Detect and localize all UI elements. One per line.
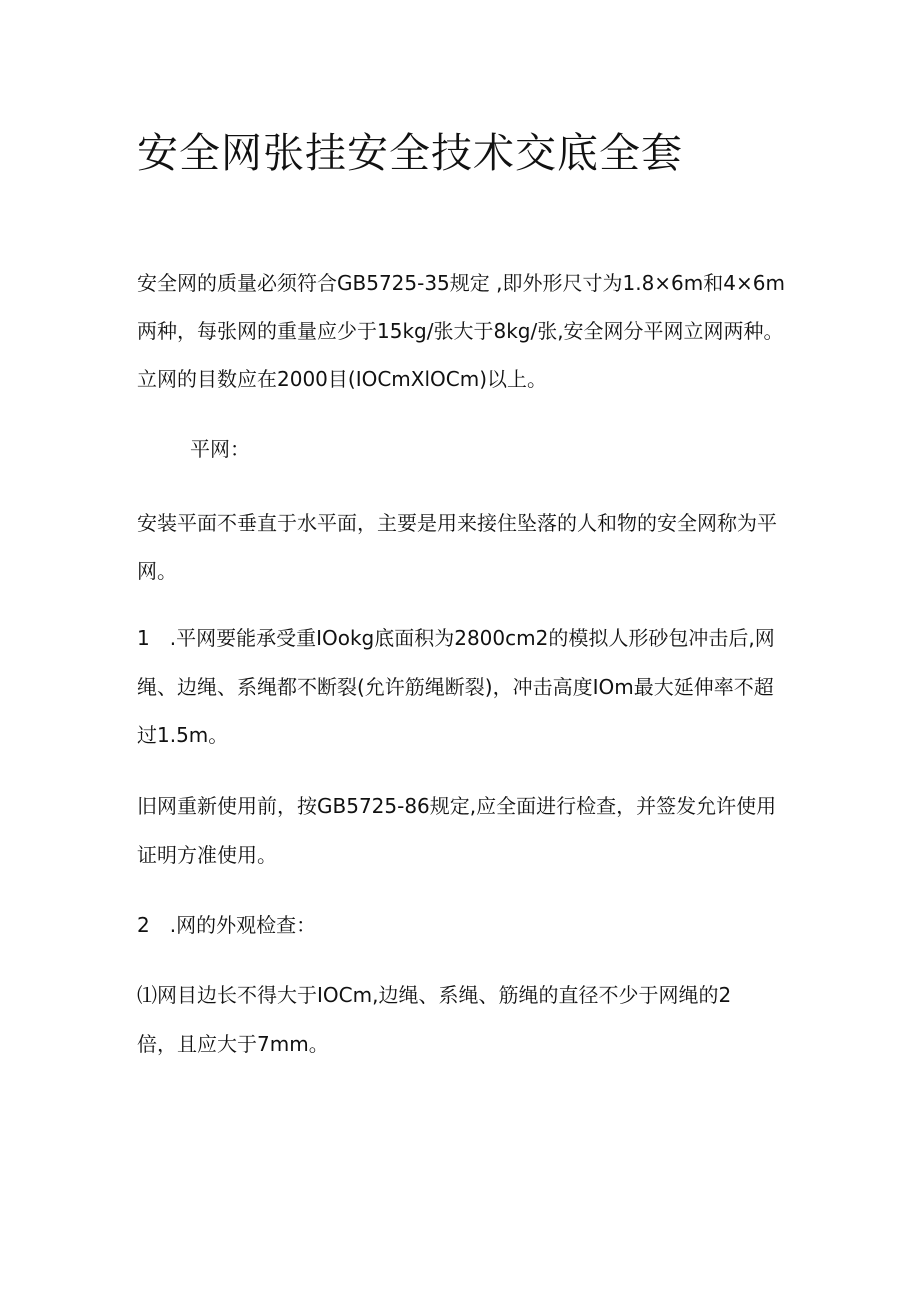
paragraph-reuse-line-2: 证明方准使用。 bbox=[137, 843, 277, 867]
item-2-heading: 2 .网的外观检查： bbox=[137, 913, 317, 937]
item-2-1-line-1: ⑴网目边长不得大于IOCm,边绳、系绳、筋绳的直径不少于网绳的2 bbox=[137, 983, 732, 1007]
paragraph-flat-net-definition-line-2: 网。 bbox=[137, 559, 177, 583]
section-heading-flat-net: 平网： bbox=[190, 437, 250, 461]
item-1-line-2: 绳、边绳、系绳都不断裂(允许筋绳断裂)，冲击高度IOm最大延伸率不超 bbox=[137, 675, 774, 699]
item-2-1-line-2: 倍，且应大于7mm。 bbox=[137, 1032, 329, 1056]
paragraph-quality-line-3: 立网的目数应在2000目(IOCmXlOCm)以上。 bbox=[137, 367, 548, 391]
document-title: 安全网张挂安全技术交底全套 bbox=[137, 129, 683, 177]
paragraph-flat-net-definition-line-1: 安装平面不垂直于水平面，主要是用来接住坠落的人和物的安全网称为平 bbox=[137, 511, 777, 535]
paragraph-reuse-line-1: 旧网重新使用前，按GB5725-86规定,应全面进行检查，并签发允许使用 bbox=[137, 794, 777, 818]
paragraph-quality-line-1: 安全网的质量必须符合GB5725-35规定 ,即外形尺寸为1.8×6m和4×6m bbox=[137, 271, 785, 295]
item-1-line-1: 1 .平网要能承受重IOokg底面积为2800cm2的模拟人形砂包冲击后,网 bbox=[137, 626, 775, 650]
item-1-line-3: 过1.5m。 bbox=[137, 723, 229, 747]
paragraph-quality-line-2: 两种，每张网的重量应少于15kg/张大于8kg/张,安全网分平网立网两种。 bbox=[137, 319, 784, 343]
